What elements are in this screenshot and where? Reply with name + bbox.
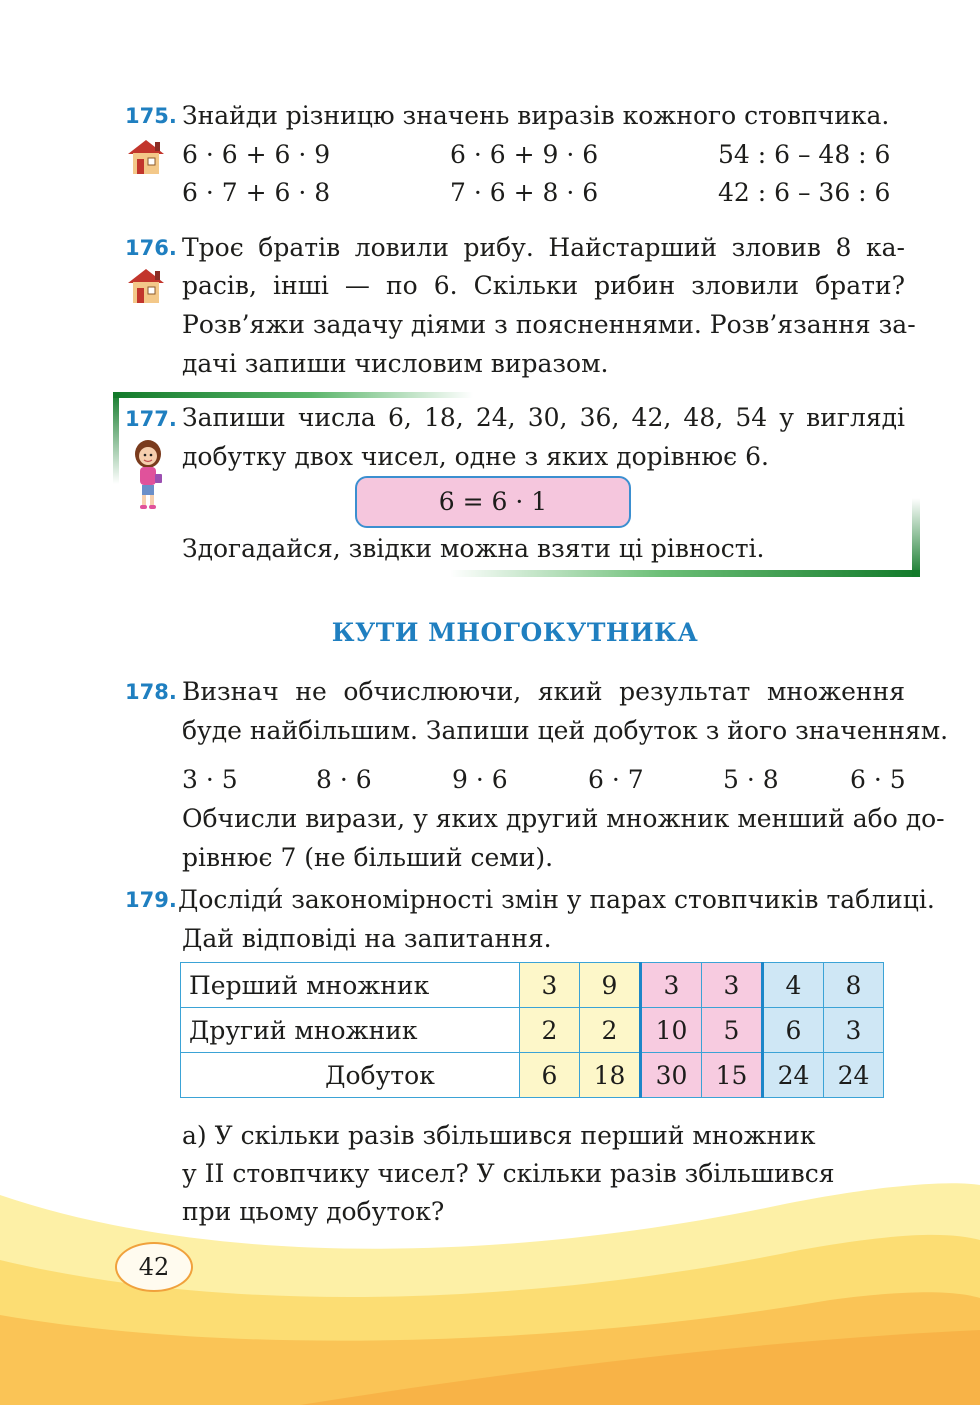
task-number-178: 178.: [125, 680, 177, 704]
task-179-line: Досліди́ закономірності змін у парах стовпчиків таблиці.: [178, 885, 935, 914]
task-178-line: Визнач не обчислюючи, який результат множення: [182, 677, 905, 706]
multiplication-table: [180, 962, 884, 1098]
house-icon: [125, 136, 167, 176]
product-item: 5 · 8: [723, 765, 779, 794]
girl-illustration: [128, 438, 168, 510]
table-cell: 15: [702, 1053, 763, 1098]
task-178-line: Обчисли вирази, у яких другий множник менший або до-: [182, 804, 945, 833]
task-176-line: Розв’яжи задачу діями з поясненнями. Розв’язання за-: [182, 310, 916, 339]
section-title: КУТИ МНОГОКУТНИКА: [331, 618, 699, 647]
expr-175-1-3: 54 : 6 – 48 : 6: [718, 140, 891, 169]
task-179-question: при цьому добуток?: [182, 1197, 445, 1226]
frame-line: [450, 570, 920, 577]
table-cell: 24: [763, 1053, 824, 1098]
product-item: 8 · 6: [316, 765, 372, 794]
table-cell: 8: [824, 963, 884, 1008]
product-item: 6 · 5: [850, 765, 906, 794]
table-cell: 3: [641, 963, 702, 1008]
frame-line: [912, 498, 920, 577]
product-item: 9 · 6: [452, 765, 508, 794]
table-row-label: Перший множник: [181, 963, 520, 1008]
task-178-line: рівнює 7 (не більший семи).: [182, 843, 554, 872]
table-cell: 3: [824, 1008, 884, 1053]
task-179-question: у ІІ стовпчику чисел? У скільки разів збільшився: [182, 1159, 835, 1188]
task-178-line: буде найбільшим. Запиши цей добуток з його значенням.: [182, 716, 949, 745]
table-row: [181, 963, 884, 1008]
task-176-line: Троє братів ловили рибу. Найстарший зловив 8 ка-: [182, 233, 905, 262]
task-176-line: дачі запиши числовим виразом.: [182, 349, 609, 378]
table-cell: 5: [702, 1008, 763, 1053]
table-cell: 2: [520, 1008, 580, 1053]
table-row: [181, 1053, 884, 1098]
table-row-label: Добуток: [181, 1053, 520, 1098]
task-177-line: добутку двох чисел, одне з яких дорівнює 6.: [182, 442, 769, 471]
frame-line: [113, 392, 119, 484]
table-row: [181, 1008, 884, 1053]
expr-175-2-1: 6 · 7 + 6 · 8: [182, 178, 331, 207]
task-175-text: Знайди різницю значень виразів кожного стовпчика.: [182, 101, 890, 130]
task-177-line: Запиши числа 6, 18, 24, 30, 36, 42, 48, 54 у вигляді: [182, 403, 905, 432]
product-item: 3 · 5: [182, 765, 238, 794]
table-cell: 18: [580, 1053, 641, 1098]
task-179-line: Дай відповіді на запитання.: [182, 924, 552, 953]
task-177-hint: Здогадайся, звідки можна взяти ці рівності.: [182, 534, 765, 563]
table-cell: 6: [520, 1053, 580, 1098]
table-cell: 30: [641, 1053, 702, 1098]
task-176-line: расів, інші — по 6. Скільки рибин зловили брати?: [182, 271, 905, 300]
example-box: 6 = 6 · 1: [355, 476, 631, 528]
table-cell: 3: [520, 963, 580, 1008]
expr-175-2-2: 7 · 6 + 8 · 6: [450, 178, 599, 207]
task-number-176: 176.: [125, 236, 177, 260]
expr-175-2-3: 42 : 6 – 36 : 6: [718, 178, 891, 207]
table-cell: 6: [763, 1008, 824, 1053]
table-cell: 4: [763, 963, 824, 1008]
expr-175-1-2: 6 · 6 + 9 · 6: [450, 140, 599, 169]
task-number-177: 177.: [125, 407, 177, 431]
task-179-question: а) У скільки разів збільшився перший множник: [182, 1121, 816, 1150]
task-number-175: 175.: [125, 104, 177, 128]
frame-line: [113, 392, 473, 398]
table-cell: 9: [580, 963, 641, 1008]
product-item: 6 · 7: [588, 765, 644, 794]
table-cell: 10: [641, 1008, 702, 1053]
table-cell: 2: [580, 1008, 641, 1053]
page-number: 42: [115, 1242, 193, 1292]
table-row-label: Другий множник: [181, 1008, 520, 1053]
house-icon: [125, 265, 167, 305]
table-cell: 3: [702, 963, 763, 1008]
task-number-179: 179.: [125, 888, 177, 912]
expr-175-1-1: 6 · 6 + 6 · 9: [182, 140, 331, 169]
table-cell: 24: [824, 1053, 884, 1098]
